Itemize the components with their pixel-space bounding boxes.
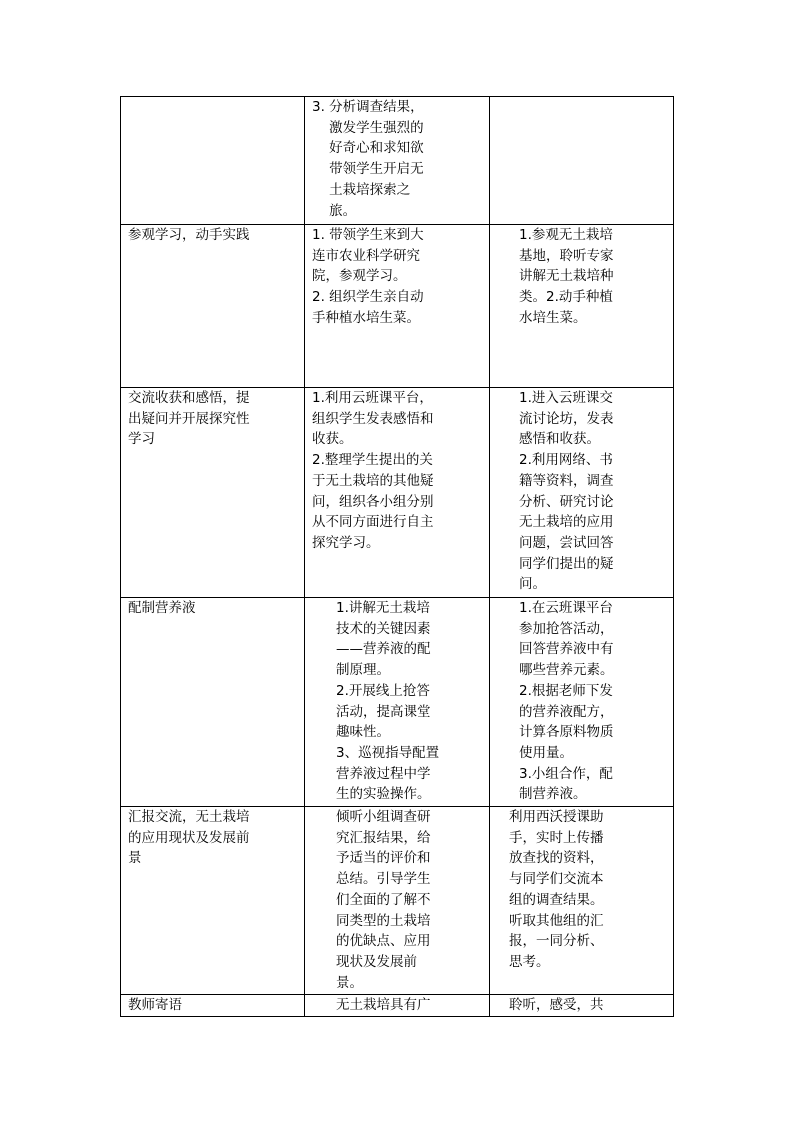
- stage-cell: [121, 97, 305, 225]
- cell-line: 籍等资料，调查: [519, 472, 614, 489]
- cell-line: 予适当的评价和: [336, 850, 431, 867]
- stage-cell: [121, 388, 305, 598]
- stage-label: 的应用现状及发展前: [128, 829, 250, 846]
- cell-line: 院，参观学习。: [312, 268, 407, 285]
- cell-line: 们全面的了解不: [336, 891, 431, 908]
- cell-line: 思考。: [509, 953, 550, 970]
- stage-label: 配制营养液: [128, 600, 196, 616]
- cell-line: 总结。引导学生: [336, 871, 431, 888]
- cell-line: 报，一同分析、: [509, 933, 604, 950]
- cell-line: 倾听小组调查研: [336, 809, 431, 825]
- cell-line: 连市农业科学研究: [312, 247, 420, 264]
- cell-line: 从不同方面进行自主: [312, 514, 434, 531]
- student-cell: [490, 598, 674, 807]
- cell-line: 景。: [336, 974, 363, 991]
- cell-line: 收获。: [312, 431, 353, 448]
- cell-line: 3.小组合作，配: [519, 765, 613, 782]
- table-row: [121, 225, 674, 388]
- cell-line: 现状及发展前: [336, 953, 417, 970]
- cell-line: 1.讲解无土栽培: [336, 600, 430, 616]
- cell-line: 激发学生强烈的: [312, 119, 424, 136]
- cell-line: 生的实验操作。: [336, 786, 431, 803]
- cell-line: 利用西沃授课助: [509, 809, 604, 825]
- cell-line: 组织学生发表感悟和: [312, 410, 434, 427]
- cell-line: 基地，聆听专家: [519, 247, 614, 264]
- stage-label: 景: [128, 850, 142, 867]
- stage-label: 参观学习，动手实践: [128, 227, 250, 243]
- stage-cell: [121, 807, 305, 995]
- cell-line: 类。2.动手种植: [519, 289, 613, 306]
- cell-line: 带领学生开启无: [312, 161, 424, 178]
- teacher-cell: [305, 807, 490, 995]
- cell-line: 水培生菜。: [519, 309, 587, 326]
- cell-line: 讲解无土栽培种: [519, 268, 614, 285]
- stage-label: 学习: [128, 431, 155, 448]
- student-cell: [490, 97, 674, 225]
- cell-line: 同类型的土栽培: [336, 912, 431, 929]
- teacher-cell: [305, 97, 490, 225]
- stage-label: 出疑问并开展探究性: [128, 410, 250, 427]
- cell-line: 流讨论坊，发表: [519, 410, 614, 427]
- teacher-cell: [305, 995, 490, 1017]
- cell-line: 好奇心和求知欲: [312, 140, 424, 157]
- stage-label: 汇报交流，无土栽培: [128, 809, 250, 825]
- stage-label: 交流收获和感悟，提: [128, 390, 250, 406]
- teacher-cell: [305, 225, 490, 388]
- cell-line: 营养液过程中学: [336, 765, 431, 782]
- cell-line: 的营养液配方，: [519, 703, 614, 720]
- cell-line: 2.开展线上抢答: [336, 682, 430, 699]
- student-cell: [490, 225, 674, 388]
- cell-line: 与同学们交流本: [509, 871, 604, 888]
- teacher-cell: [305, 388, 490, 598]
- cell-line: 1.进入云班课交: [519, 390, 613, 406]
- cell-line: 1.利用云班课平台，: [312, 390, 433, 406]
- cell-line: 1.在云班课平台: [519, 600, 613, 616]
- cell-line: 回答营养液中有: [519, 641, 614, 658]
- cell-line: 制原理。: [336, 662, 390, 679]
- lesson-table: [120, 96, 674, 1017]
- stage-cell: [121, 598, 305, 807]
- student-cell: [490, 388, 674, 598]
- student-cell: [490, 995, 674, 1017]
- student-cell: [490, 807, 674, 995]
- cell-line: 探究学习。: [312, 534, 380, 551]
- cell-line: 问。: [519, 576, 546, 593]
- cell-line: 1.参观无土栽培: [519, 227, 613, 243]
- cell-line: 问，组织各小组分别: [312, 493, 434, 510]
- cell-line: 放查找的资料，: [509, 850, 604, 867]
- stage-label: 教师寄语: [128, 997, 182, 1013]
- cell-line: 分析、研究讨论: [519, 493, 614, 510]
- cell-line: 3. 分析调查结果，: [312, 99, 424, 115]
- cell-line: 参加抢答活动，: [519, 620, 614, 637]
- cell-line: 听取其他组的汇: [509, 912, 604, 929]
- cell-line: 趣味性。: [336, 724, 390, 741]
- cell-line: 制营养液。: [519, 786, 587, 803]
- cell-line: 于无土栽培的其他疑: [312, 472, 434, 489]
- cell-line: 活动，提高课堂: [336, 703, 431, 720]
- cell-line: 2.根据老师下发: [519, 682, 613, 699]
- cell-line: 同学们提出的疑: [519, 555, 614, 572]
- cell-line: 组的调查结果。: [509, 891, 604, 908]
- table-row: [121, 97, 674, 225]
- stage-cell: [121, 225, 305, 388]
- table-row: [121, 807, 674, 995]
- cell-line: 2.整理学生提出的关: [312, 452, 433, 469]
- cell-line: ——营养液的配: [336, 641, 431, 658]
- cell-line: 感悟和收获。: [519, 431, 600, 448]
- cell-line: 究汇报结果，给: [336, 829, 431, 846]
- cell-line: 2. 组织学生亲自动: [312, 289, 424, 306]
- table-row: [121, 388, 674, 598]
- cell-line: 手，实时上传播: [509, 829, 604, 846]
- cell-line: 问题，尝试回答: [519, 534, 614, 551]
- cell-line: 无土栽培具有广: [336, 997, 431, 1013]
- table-row: [121, 598, 674, 807]
- cell-line: 哪些营养元素。: [519, 662, 614, 679]
- cell-line: 土栽培探索之: [312, 181, 411, 198]
- teacher-cell: [305, 598, 490, 807]
- cell-line: 计算各原料物质: [519, 724, 614, 741]
- table-row: [121, 995, 674, 1017]
- cell-line: 2.利用网络、书: [519, 452, 613, 469]
- cell-line: 的优缺点、应用: [336, 933, 431, 950]
- cell-line: 无土栽培的应用: [519, 514, 614, 531]
- cell-line: 使用量。: [519, 744, 573, 761]
- cell-line: 3、巡视指导配置: [336, 744, 440, 761]
- cell-line: 手种植水培生菜。: [312, 309, 420, 326]
- cell-line: 聆听，感受，共: [509, 997, 604, 1013]
- stage-cell: [121, 995, 305, 1017]
- cell-line: 1. 带领学生来到大: [312, 227, 424, 243]
- cell-line: 技术的关键因素: [336, 620, 431, 637]
- cell-line: 旅。: [312, 202, 357, 219]
